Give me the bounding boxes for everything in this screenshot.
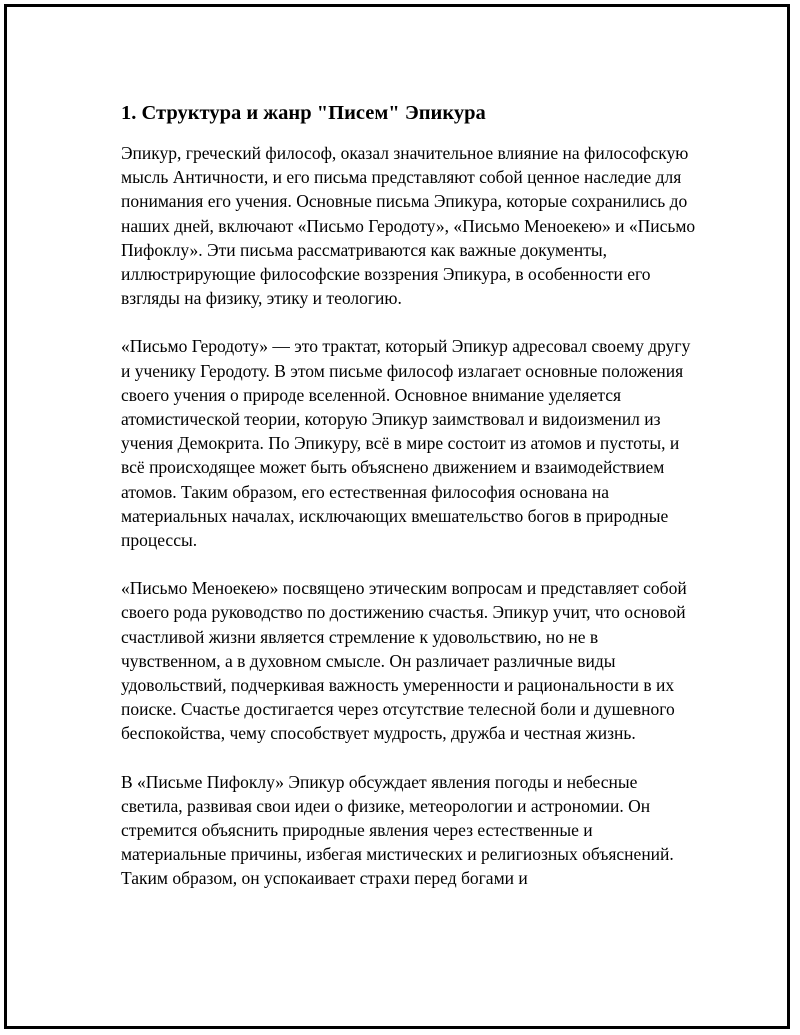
paragraph-intro: Эпикур, греческий философ, оказал значительное влияние на философскую мысль Античности, и его письма представляют собой ценное наследие для понимания его учения. Основные письма Эпикура, которые сохранились до наших дней, включают «Письмо Геродоту», «Письмо Менoекею» и «Письмо Пифоклу». Эти письма рассматриваются как важные документы, иллюстрирующие философские воззрения Эпикура, в особенности его взгляды на физику, этику и теологию. [121,143,696,309]
paragraph-menoeceus: «Письмо Менoекею» посвящено этическим вопросам и представляет собой своего рода руководство по достижению счастья. Эпикур учит, что основой счастливой жизни является стремление к удовольствию, но не в чувственном, а в духовном смысле. Он различает различные виды удовольствий, подчеркивая важность умеренности и рациональности в их поиске. Счастье достигается через отсутствие телесной боли и душевного беспокойства, чему способствует мудрость, дружба и честная жизнь. [121,578,687,744]
section-heading: 1. Структура и жанр "Писем" Эпикура [121,102,486,124]
paragraph-pythocles: В «Письме Пифоклу» Эпикур обсуждает явления погоды и небесные светила, развивая свои идеи о физике, метеорологии и астрономии. Он стремится объяснить природные явления через естественные и материальные причины, избегая мистических и религиозных объяснений. Таким образом, он успокаивает страхи перед богами и [121,771,674,889]
paragraph-herodotus: «Письмо Геродоту» — это трактат, который Эпикур адресовал своему другу и ученику Геродоту. В этом письме философ излагает основные положения своего учения о природе вселенной. Основное внимание уделяется атомистической теории, которую Эпикур заимствовал и видоизменил из учения Демокрита. По Эпикуру, всё в мире состоит из атомов и пустоты, и всё происходящее может быть объяснено движением и взаимодействием атомов. Таким образом, его естественная философия основана на материальных началах, исключающих вмешательство богов в природные процессы. [121,336,691,551]
document-page [4,4,790,1029]
document-body [121,99,701,915]
